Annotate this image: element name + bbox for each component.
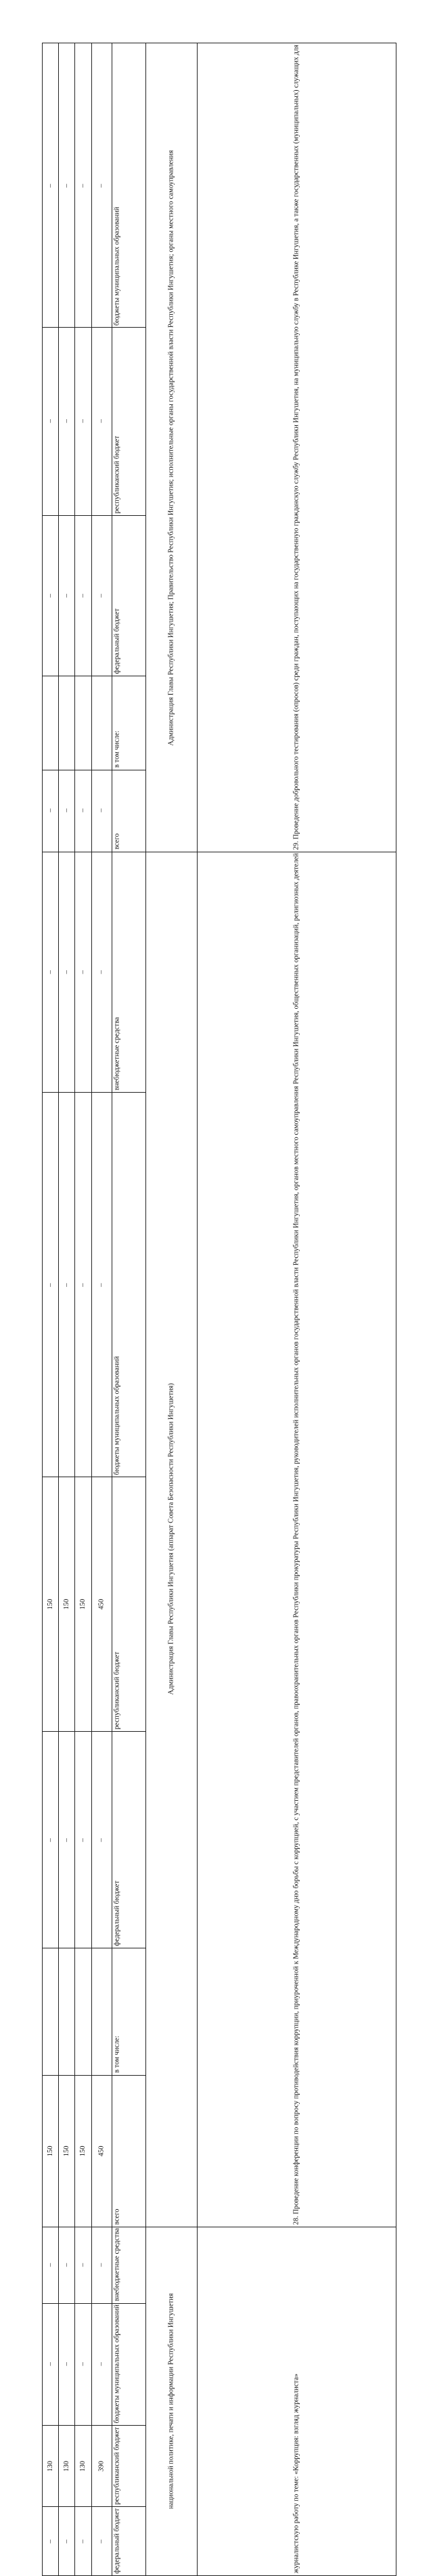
total-cell: –: [91, 516, 112, 676]
year2-cell: –: [59, 2303, 75, 2426]
year1-cell: –: [75, 1732, 91, 1948]
funding-source-cell: бюджеты муниципальных образований: [112, 2303, 146, 2426]
year3-cell: –: [43, 516, 59, 676]
year2-cell: –: [59, 327, 75, 515]
funding-source-cell: республиканский бюджет: [112, 2426, 146, 2507]
funding-source-cell: бюджеты муниципальных образований: [112, 1093, 146, 1477]
year2-cell: –: [59, 1093, 75, 1477]
year3-cell: [43, 676, 59, 770]
year3-cell: –: [43, 327, 59, 515]
total-cell: –: [91, 1093, 112, 1477]
funding-source-cell: федеральный бюджет: [112, 2507, 146, 2576]
total-cell: –: [91, 2507, 112, 2576]
table-row: [43, 852, 396, 1093]
total-cell: –: [91, 327, 112, 515]
funding-source-cell: всего: [112, 2075, 146, 2227]
year1-cell: –: [75, 2227, 91, 2303]
event-cell: 28. Проведение конференции по вопросу противодействия коррупции, приуроченной к Международному дню борьбы с коррупцией, с участием представителей органов, правоохранительных органов Республики прокуратуры Республики Ингушетия, руководителей исполнительных органов государственной власти Республики Ингушетия, органов местного самоуправления Республики Ингушетия, общественных организаций, религиозных деятелей: [197, 852, 396, 2227]
year2-cell: –: [59, 1732, 75, 1948]
total-cell: –: [91, 2227, 112, 2303]
year1-cell: –: [75, 43, 91, 328]
year3-cell: 150: [43, 1477, 59, 1731]
total-cell: –: [91, 852, 112, 1093]
year2-cell: 150: [59, 1477, 75, 1731]
event-cell: журналистскую работу по теме: «Коррупция: взгляд журналиста»: [197, 2227, 396, 2575]
total-cell: 450: [91, 1477, 112, 1731]
funding-source-cell: федеральный бюджет: [112, 1732, 146, 1948]
year1-cell: –: [75, 2507, 91, 2576]
funding-source-cell: республиканский бюджет: [112, 1477, 146, 1731]
year3-cell: 130: [43, 2426, 59, 2507]
table-row: [43, 2227, 396, 2303]
year3-cell: –: [43, 2227, 59, 2303]
total-cell: –: [91, 1732, 112, 1948]
total-cell: –: [91, 2303, 112, 2426]
total-cell: [91, 676, 112, 770]
year1-cell: 130: [75, 2426, 91, 2507]
program-table: [42, 43, 396, 2576]
total-cell: [91, 1948, 112, 2075]
year3-cell: [43, 1948, 59, 2075]
rotated-table-wrapper: [42, 43, 396, 2574]
total-cell: –: [91, 43, 112, 328]
year2-cell: –: [59, 770, 75, 852]
year2-cell: 150: [59, 2075, 75, 2227]
year1-cell: –: [75, 852, 91, 1093]
funding-source-cell: республиканский бюджет: [112, 327, 146, 515]
year1-cell: 150: [75, 1477, 91, 1731]
year2-cell: –: [59, 2507, 75, 2576]
year1-cell: –: [75, 1093, 91, 1477]
year3-cell: –: [43, 43, 59, 328]
year2-cell: –: [59, 852, 75, 1093]
year3-cell: –: [43, 1093, 59, 1477]
table-row: [43, 43, 396, 328]
year2-cell: [59, 676, 75, 770]
year1-cell: –: [75, 516, 91, 676]
funding-source-cell: федеральный бюджет: [112, 516, 146, 676]
year3-cell: –: [43, 852, 59, 1093]
funding-source-cell: внебюджетные средства: [112, 2227, 146, 2303]
event-cell: 29. Проведение добровольного тестирования (опросов) среди граждан, поступающих на государственную гражданскую службу Республики Ингушетия, на муниципальную службу в Республике Ингушетия, а также государственных (муниципальных) служащих для: [197, 43, 396, 852]
total-cell: 450: [91, 2075, 112, 2227]
year1-cell: –: [75, 327, 91, 515]
year1-cell: 150: [75, 2075, 91, 2227]
year2-cell: 130: [59, 2426, 75, 2507]
executor-cell: Администрация Главы Республики Ингушетия (аппарат Совета Безопасности Республики Ингушетия): [146, 852, 197, 2227]
executor-cell: национальной политике, печати и информации Республики Ингушетия: [146, 2227, 197, 2575]
year3-cell: –: [43, 1732, 59, 1948]
year3-cell: –: [43, 770, 59, 852]
executor-cell: Администрация Главы Республики Ингушетия; Правительство Республики Ингушетия; исполнительные органы государственной власти Республики Ингушетия; органы местного самоуправления: [146, 43, 197, 852]
funding-source-cell: бюджеты муниципальных образований: [112, 43, 146, 328]
total-cell: –: [91, 770, 112, 852]
year2-cell: –: [59, 43, 75, 328]
year1-cell: –: [75, 2303, 91, 2426]
funding-source-cell: внебюджетные средства: [112, 852, 146, 1093]
year3-cell: –: [43, 2507, 59, 2576]
year2-cell: –: [59, 516, 75, 676]
year3-cell: 150: [43, 2075, 59, 2227]
year2-cell: [59, 1948, 75, 2075]
year2-cell: –: [59, 2227, 75, 2303]
total-cell: 390: [91, 2426, 112, 2507]
funding-source-cell: в том числе:: [112, 676, 146, 770]
year3-cell: –: [43, 2303, 59, 2426]
year1-cell: –: [75, 770, 91, 852]
funding-source-cell: в том числе:: [112, 1948, 146, 2075]
funding-source-cell: всего: [112, 770, 146, 852]
year1-cell: [75, 1948, 91, 2075]
year1-cell: [75, 676, 91, 770]
